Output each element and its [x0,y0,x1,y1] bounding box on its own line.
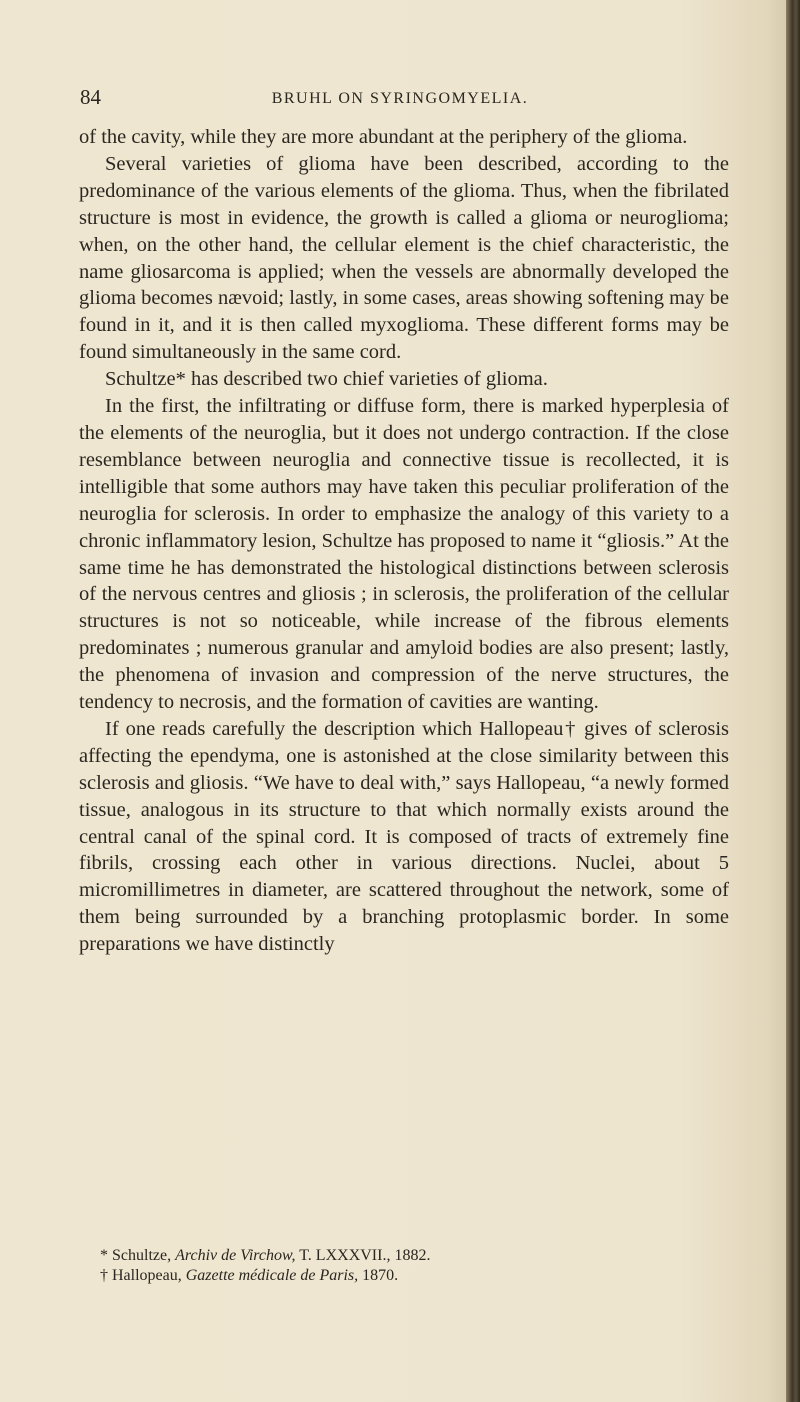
footnote-author: Schultze, [112,1247,172,1264]
footnote-reference: 1870. [362,1267,399,1284]
footnote-marker: * [100,1247,108,1264]
running-head: BRUHL ON SYRINGOMYELIA. [271,90,529,107]
footnote-author: Hallopeau, [112,1267,182,1284]
paragraph: of the cavity, while they are more abundant at the periphery of the glioma. [79,126,688,148]
footnote [100,1266,720,1286]
footnotes [100,1246,720,1286]
page-number: 84 [80,85,101,109]
paragraph: Schultze* has described two chief varieties of glioma. [105,368,548,391]
body-text [79,124,729,958]
paragraph: If one reads carefully the description which Hallopeau† gives of sclerosis affecting the ependyma, one is astonished at the close similarity between this sclerosis and gliosis. “We have to deal with,” says Hallopeau, “a newly formed tissue, analogous in its structure to that which normally exists around the central canal of the spinal cord. It is composed of tracts of extremely fine fibrils, crossing each other in various directions. Nuclei, about 5 micromillimetres in diameter, are scattered throughout the network, some of them being surrounded by a branching protoplasmic border. In some preparations we have distinctly [79,717,729,956]
footnote-reference: T. LXXXVII., 1882. [299,1247,431,1264]
paragraph: Several varieties of glioma have been described, according to the predominance of the various elements of the glioma. Thus, when the fibrilated structure is most in evidence, the growth is called a glioma or neuroglioma; when, on the other hand, the cellular element is the chief characteristic, the name gliosarcoma is applied; when the vessels are abnormally developed the glioma becomes nævoid; lastly, in some cases, areas showing softening may be found in it, and it is then called myxoglioma. These different forms may be found simultaneously in the same cord. [79,152,729,364]
paragraph: In the first, the infiltrating or diffuse form, there is marked hyperplesia of the elements of the neuroglia, but it does not undergo contraction. If the close resemblance between neuroglia and connective tissue is recollected, it is intelligible that some authors may have taken this peculiar proliferation of the neuroglia for sclerosis. In order to emphasize the analogy of this variety to a chronic inflammatory lesion, Schultze has proposed to name it “gliosis.” At the same time he has demonstrated the histological distinctions between sclerosis of the nervous centres and gliosis ; in sclerosis, the proliferation of the cellular structures is not so noticeable, while increase of the fibrous elements predominates ; numerous granular and amyloid bodies are also present; lastly, the phenomena of invasion and compression of the nerve structures, the tendency to necrosis, and the formation of cavities are wanting. [79,395,729,714]
footnote-title: Gazette médicale de Paris, [185,1267,359,1284]
footnote-title: Archiv de Virchow, [175,1247,296,1264]
footnote-marker: † [100,1267,108,1284]
page-binding-edge [786,0,800,1402]
page-header [80,84,720,114]
footnote [100,1246,720,1266]
